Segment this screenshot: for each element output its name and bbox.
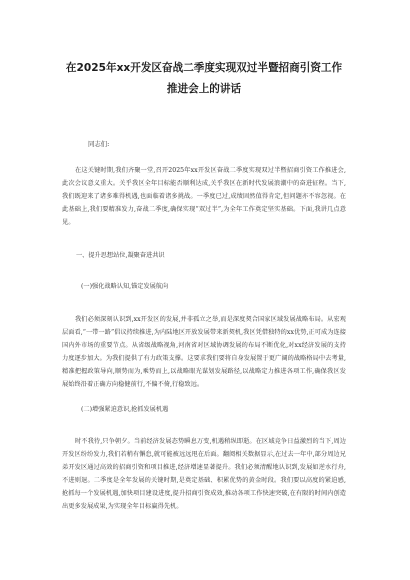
intro-paragraph: 在这关键时期,我们齐聚一堂,召开2025年xx开发区奋战二季度实现双过半暨招商引资工作推进会,此次会议意义重大。关乎我区全年目标能否顺利达成,关乎我区在新时代发展浪潮中的奋进征程。当下,我们既迎来了诸多难得机遇,也面临着诸多挑战。一季度已过,成绩固然值得肯定,但问题亦不容忽视。在此基础上,我们要精准发力,奋战二季度,确保实现“双过半”,为全年工作奠定坚实基础。下面,我讲几点意见。 [62, 167, 346, 226]
section-heading: 一、提升思想站位,凝聚奋进共识 [76, 252, 165, 259]
body-paragraph: 时不我待,只争朝夕。当前经济发展态势瞬息万变,机遇稍纵即逝。在区域竞争日益激烈的当下,周边开发区纷纷发力,我们若稍有懈怠,就可能被远远甩在后面。翻阅相关数据显示,在过去一年中,部分周边兄弟开发区通过高效的招商引资和项目推进,经济增速显著提升。我们必须清醒地认识到,发展如逆水行舟,不进则退。二季度是全年发展的关键时期,是奠定基础、积累优势的黄金时段。我们要以高度的紧迫感,抢抓每一个发展机遇,加快项目建设进度,提升招商引资成效,推动各项工作快速突破,在有限的时间内创造出更多发展成果,为实现全年目标赢得先机。 [62, 438, 346, 510]
subsection-heading: (二)增强紧迫意识,抢抓发展机遇 [81, 406, 169, 413]
subsection-heading: (一)强化战略认知,锚定发展航向 [81, 283, 169, 290]
body-paragraph: 我们必须深刻认识到,xx开发区的发展,并非孤立之举,而是深度契合国家区域发展战略布局。从宏观层面看,“一带一路”倡议持续推进,为内陆地区开放发展带来新契机,我区凭借独特的xx优势,正可成为连接国内外市场的重要节点。从省级战略视角,河南省对区域协调发展的布局不断优化,对xx经济发展的支持力度逐步加大。为我们提供了有力政策支撑。这要求我们要将自身发展置于更广阔的战略格局中去考量,精准把握政策导向,顺势而为,乘势而上,以战略眼光谋划发展路径,以战略定力推进各项工作,确保我区发展始终沿着正确方向稳健前行,不偏不倚,行稳致远。 [62, 316, 346, 388]
salutation: 同志们: [88, 140, 110, 148]
document-title: 在2025年xx开发区奋战二季度实现双过半暨招商引资工作推进会上的讲话 [65, 62, 343, 95]
